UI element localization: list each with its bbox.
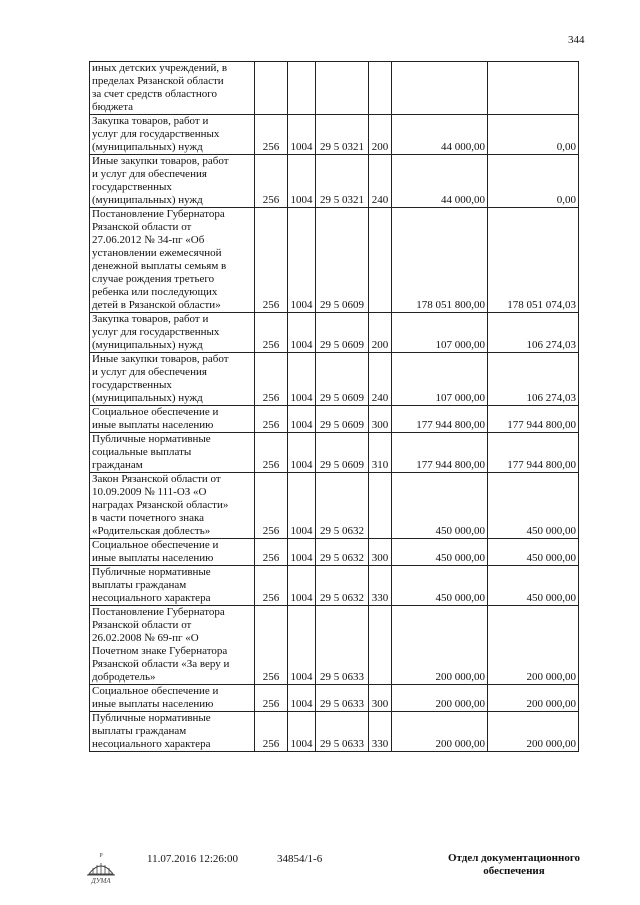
row-gr-code: 256 xyxy=(255,539,288,566)
row-target-code: 29 5 0632 xyxy=(316,566,369,606)
table-row xyxy=(90,473,579,539)
row-actual-amount: 200 000,00 xyxy=(488,685,579,712)
row-actual-amount: 177 944 800,00 xyxy=(488,406,579,433)
row-gr-code: 256 xyxy=(255,685,288,712)
row-expense-type-code: 330 xyxy=(369,566,392,606)
row-section-code: 1004 xyxy=(288,353,316,406)
row-expense-type-code xyxy=(369,473,392,539)
table-row xyxy=(90,62,579,115)
table-row xyxy=(90,313,579,353)
row-expense-type-code: 200 xyxy=(369,313,392,353)
table-row xyxy=(90,566,579,606)
row-expense-type-code: 300 xyxy=(369,539,392,566)
row-planned-amount: 177 944 800,00 xyxy=(392,433,488,473)
row-gr-code: 256 xyxy=(255,353,288,406)
logo-text: ДУМА xyxy=(91,877,111,885)
row-expense-type-code xyxy=(369,208,392,313)
table-row xyxy=(90,208,579,313)
row-target-code: 29 5 0321 xyxy=(316,115,369,155)
row-expense-type-code: 200 xyxy=(369,115,392,155)
footer-doc-number: 34854/1-6 xyxy=(277,853,323,865)
table-row xyxy=(90,685,579,712)
table-row xyxy=(90,712,579,752)
row-description: Закупка товаров, работ и услуг для государственных (муниципальных) нужд xyxy=(90,115,255,155)
table-row xyxy=(90,115,579,155)
row-description: Социальное обеспечение и иные выплаты населению xyxy=(90,406,255,433)
row-planned-amount: 44 000,00 xyxy=(392,115,488,155)
row-section-code: 1004 xyxy=(288,539,316,566)
row-description: Публичные нормативные социальные выплаты гражданам xyxy=(90,433,255,473)
row-target-code: 29 5 0609 xyxy=(316,433,369,473)
row-target-code: 29 5 0609 xyxy=(316,406,369,433)
row-description: Социальное обеспечение и иные выплаты населению xyxy=(90,685,255,712)
row-target-code: 29 5 0632 xyxy=(316,539,369,566)
row-description: Постановление Губернатора Рязанской области от 26.02.2008 № 69-пг «О Почетном знаке Губернатора Рязанской области «За веру и добродетель» xyxy=(90,606,255,685)
row-description: Закупка товаров, работ и услуг для государственных (муниципальных) нужд xyxy=(90,313,255,353)
row-target-code: 29 5 0632 xyxy=(316,473,369,539)
row-section-code: 1004 xyxy=(288,406,316,433)
row-actual-amount xyxy=(488,62,579,115)
footer-datetime: 11.07.2016 12:26:00 xyxy=(147,853,238,865)
row-actual-amount: 450 000,00 xyxy=(488,473,579,539)
row-actual-amount: 200 000,00 xyxy=(488,712,579,752)
row-planned-amount: 107 000,00 xyxy=(392,313,488,353)
row-target-code: 29 5 0609 xyxy=(316,208,369,313)
row-gr-code: 256 xyxy=(255,406,288,433)
table-row xyxy=(90,353,579,406)
row-actual-amount: 200 000,00 xyxy=(488,606,579,685)
footer-department: Отдел документационного обеспечения xyxy=(447,852,581,877)
table-row xyxy=(90,539,579,566)
page-number: 344 xyxy=(568,34,585,46)
row-description: Публичные нормативные выплаты гражданам несоциального характера xyxy=(90,566,255,606)
row-target-code: 29 5 0609 xyxy=(316,313,369,353)
row-planned-amount: 177 944 800,00 xyxy=(392,406,488,433)
row-section-code: 1004 xyxy=(288,566,316,606)
row-gr-code: 256 xyxy=(255,473,288,539)
row-gr-code: 256 xyxy=(255,712,288,752)
row-description: Иные закупки товаров, работ и услуг для обеспечения государственных (муниципальных) нужд xyxy=(90,155,255,208)
row-expense-type-code: 310 xyxy=(369,433,392,473)
row-gr-code: 256 xyxy=(255,115,288,155)
row-description: Социальное обеспечение и иные выплаты населению xyxy=(90,539,255,566)
row-section-code: 1004 xyxy=(288,208,316,313)
row-actual-amount: 450 000,00 xyxy=(488,539,579,566)
row-actual-amount: 0,00 xyxy=(488,155,579,208)
row-target-code: 29 5 0633 xyxy=(316,712,369,752)
svg-text:Р: Р xyxy=(99,853,103,859)
row-target-code: 29 5 0633 xyxy=(316,606,369,685)
row-planned-amount: 200 000,00 xyxy=(392,685,488,712)
row-expense-type-code: 330 xyxy=(369,712,392,752)
row-target-code: 29 5 0321 xyxy=(316,155,369,208)
row-planned-amount: 450 000,00 xyxy=(392,473,488,539)
row-gr-code: 256 xyxy=(255,313,288,353)
row-actual-amount: 177 944 800,00 xyxy=(488,433,579,473)
row-target-code: 29 5 0609 xyxy=(316,353,369,406)
row-gr-code: 256 xyxy=(255,433,288,473)
row-planned-amount: 450 000,00 xyxy=(392,539,488,566)
row-section-code: 1004 xyxy=(288,115,316,155)
row-gr-code: 256 xyxy=(255,155,288,208)
row-section-code: 1004 xyxy=(288,433,316,473)
row-expense-type-code xyxy=(369,606,392,685)
row-gr-code: 256 xyxy=(255,606,288,685)
row-description: Иные закупки товаров, работ и услуг для обеспечения государственных (муниципальных) нужд xyxy=(90,353,255,406)
row-actual-amount: 106 274,03 xyxy=(488,313,579,353)
row-planned-amount: 107 000,00 xyxy=(392,353,488,406)
row-expense-type-code: 300 xyxy=(369,406,392,433)
row-section-code: 1004 xyxy=(288,606,316,685)
row-planned-amount: 178 051 800,00 xyxy=(392,208,488,313)
row-target-code xyxy=(316,62,369,115)
row-gr-code: 256 xyxy=(255,566,288,606)
table-row xyxy=(90,155,579,208)
row-target-code: 29 5 0633 xyxy=(316,685,369,712)
table-row xyxy=(90,433,579,473)
row-description: Публичные нормативные выплаты гражданам несоциального характера xyxy=(90,712,255,752)
row-expense-type-code: 300 xyxy=(369,685,392,712)
table-row xyxy=(90,606,579,685)
row-section-code: 1004 xyxy=(288,685,316,712)
budget-table-body xyxy=(90,62,579,752)
row-section-code: 1004 xyxy=(288,473,316,539)
row-planned-amount: 450 000,00 xyxy=(392,566,488,606)
row-planned-amount: 200 000,00 xyxy=(392,606,488,685)
row-description: иных детских учреждений, в пределах Рязанской области за счет средств областного бюджета xyxy=(90,62,255,115)
row-description: Постановление Губернатора Рязанской области от 27.06.2012 № 34-пг «Об установлении ежемесячной денежной выплаты семьям в случае рождения третьего ребенка или последующих детей в Рязанской области» xyxy=(90,208,255,313)
budget-table xyxy=(89,61,579,752)
table-row xyxy=(90,406,579,433)
row-description: Закон Рязанской области от 10.09.2009 № 111-ОЗ «О наградах Рязанской области» в части почетного знака «Родительская доблесть» xyxy=(90,473,255,539)
row-section-code xyxy=(288,62,316,115)
row-expense-type-code: 240 xyxy=(369,155,392,208)
row-planned-amount xyxy=(392,62,488,115)
row-expense-type-code xyxy=(369,62,392,115)
row-actual-amount: 178 051 074,03 xyxy=(488,208,579,313)
row-actual-amount: 0,00 xyxy=(488,115,579,155)
row-section-code: 1004 xyxy=(288,313,316,353)
row-gr-code xyxy=(255,62,288,115)
row-planned-amount: 200 000,00 xyxy=(392,712,488,752)
row-gr-code: 256 xyxy=(255,208,288,313)
row-planned-amount: 44 000,00 xyxy=(392,155,488,208)
row-expense-type-code: 240 xyxy=(369,353,392,406)
row-section-code: 1004 xyxy=(288,712,316,752)
duma-logo-icon xyxy=(84,850,118,886)
row-section-code: 1004 xyxy=(288,155,316,208)
row-actual-amount: 106 274,03 xyxy=(488,353,579,406)
row-actual-amount: 450 000,00 xyxy=(488,566,579,606)
